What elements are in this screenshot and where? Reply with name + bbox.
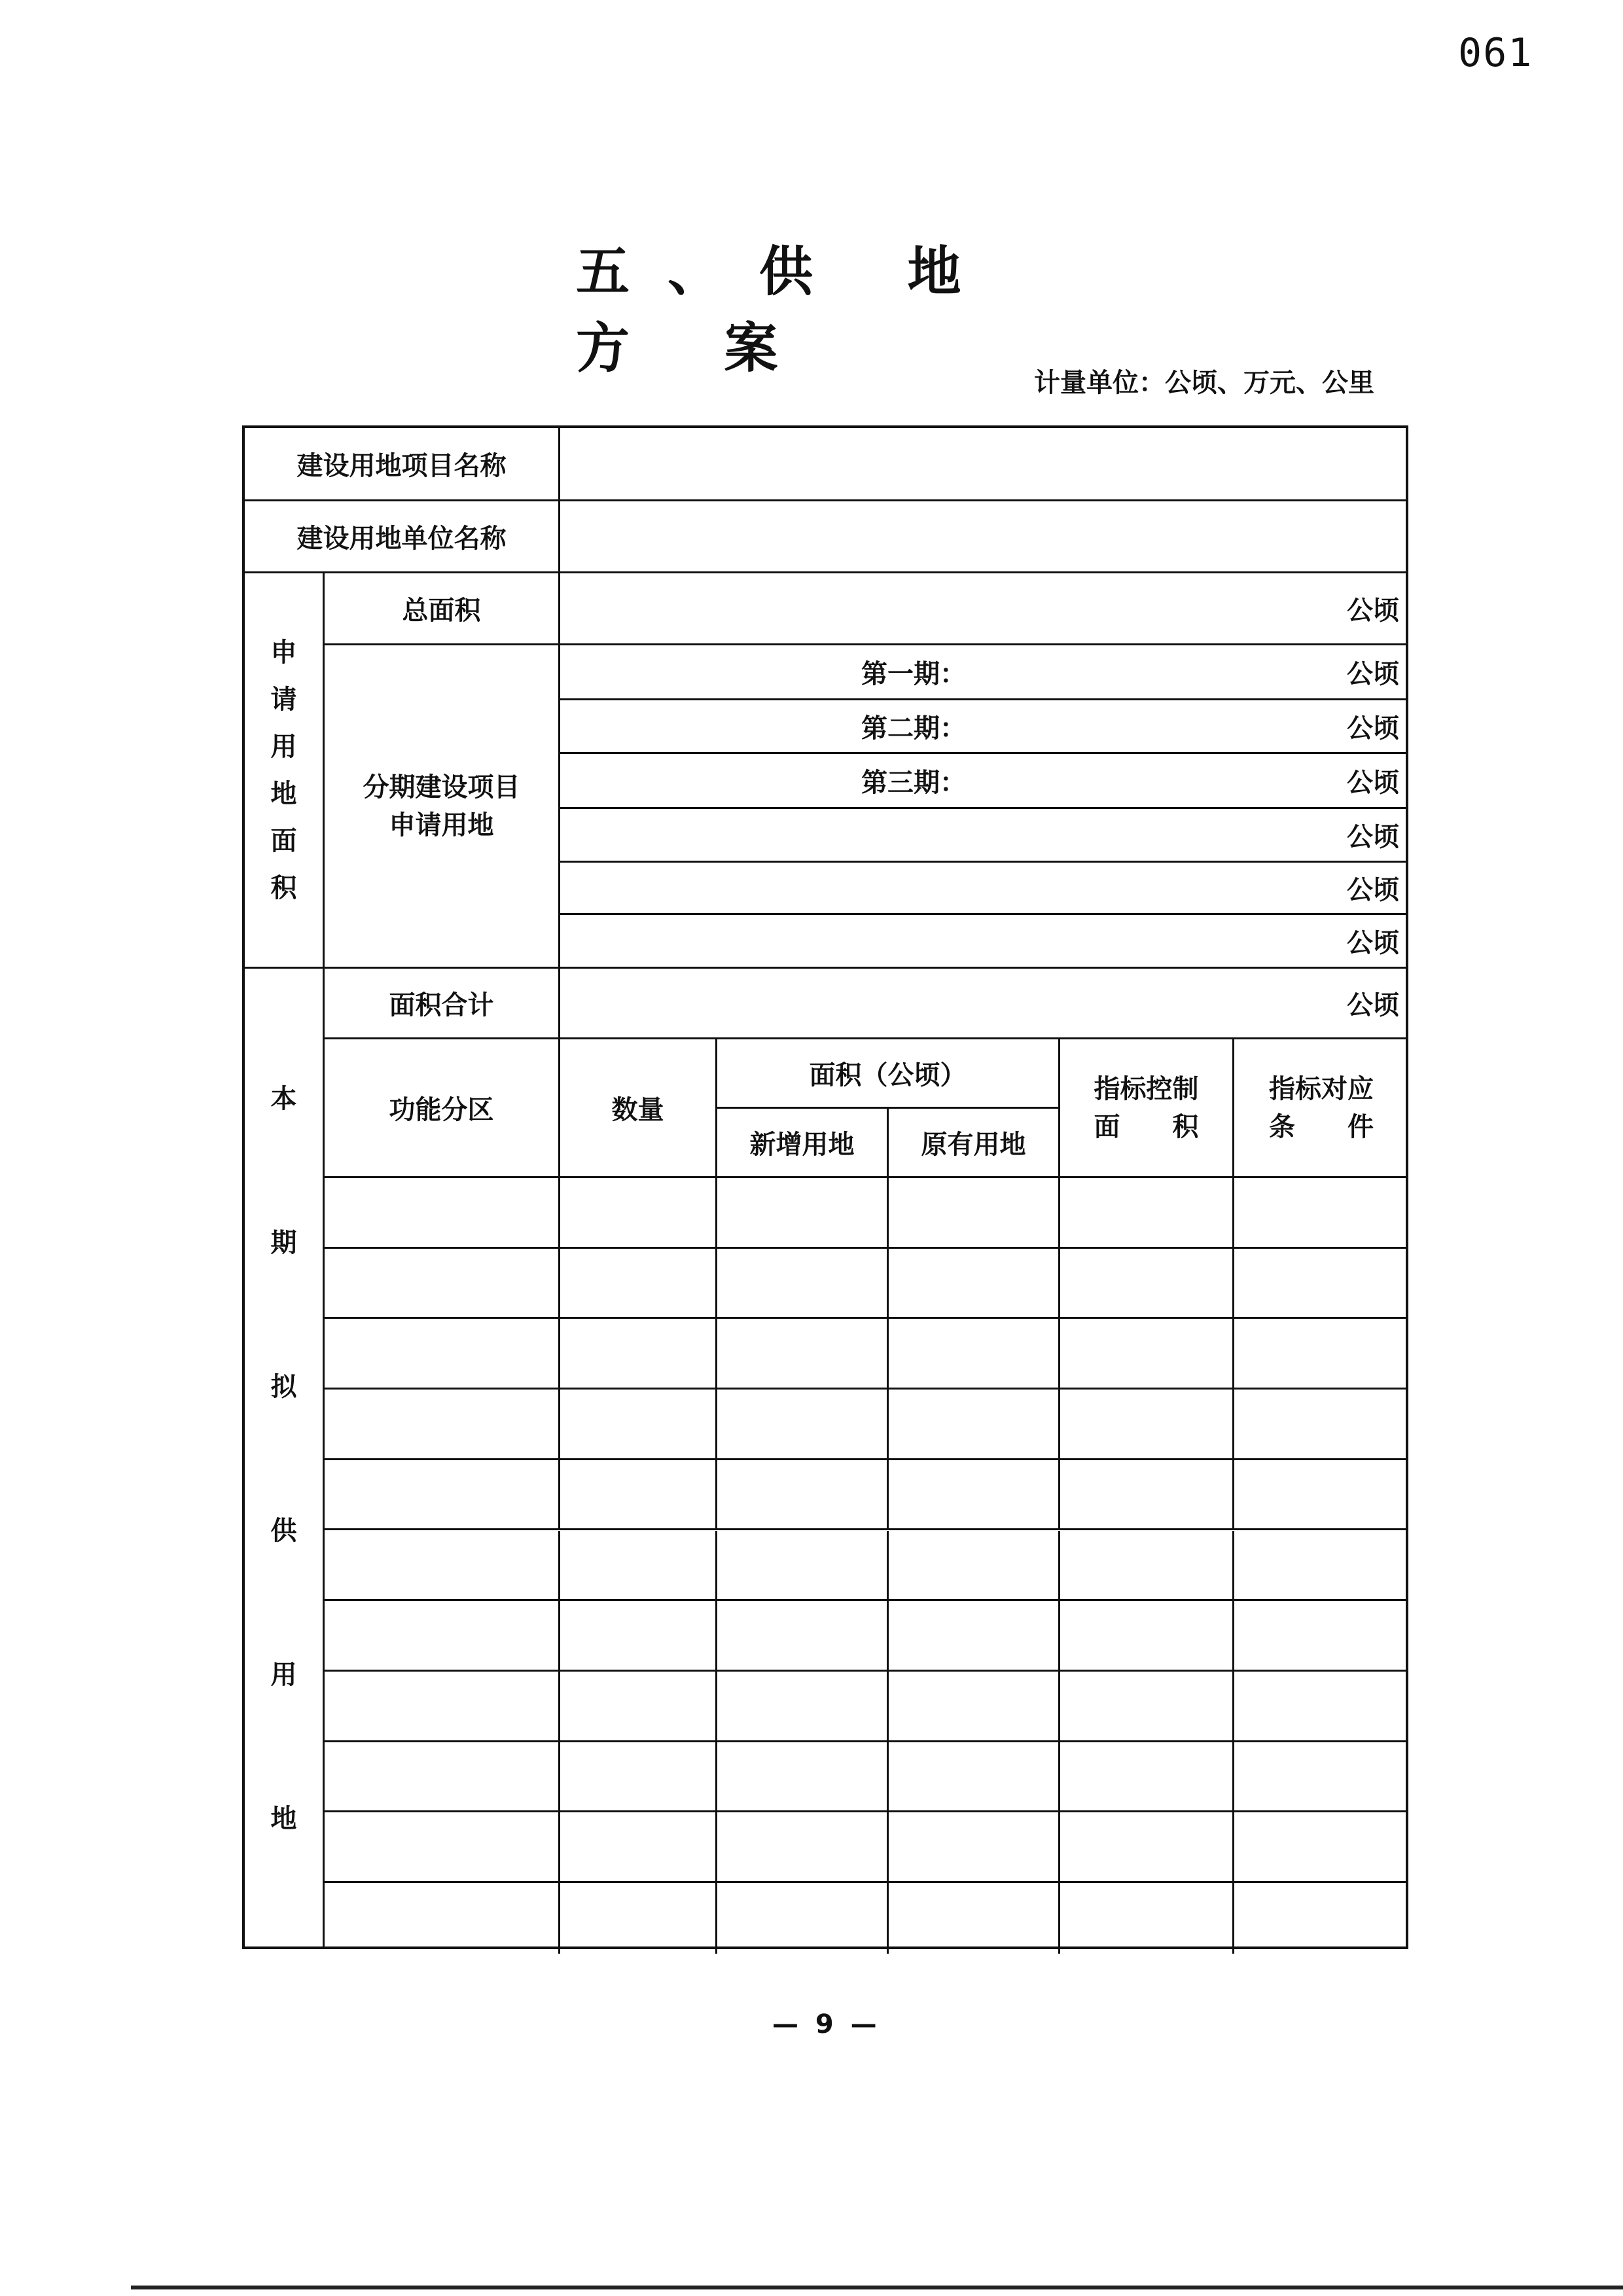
grid-cell[interactable] (889, 1531, 1060, 1602)
header-control-line2: 面 积 (1094, 1111, 1199, 1142)
grid-cell[interactable] (717, 1883, 889, 1954)
grid-cell[interactable] (1234, 1249, 1408, 1319)
grid-cell[interactable] (560, 1390, 717, 1460)
grid-cell[interactable] (717, 1319, 889, 1390)
footer-page-number: — 9 — (772, 2009, 881, 2039)
side-char: 本 (270, 1084, 297, 1114)
grid-cell[interactable] (1234, 1883, 1408, 1954)
apply-area-side-label (245, 573, 325, 969)
grid-cell[interactable] (717, 1178, 889, 1249)
unit-name-label: 建设用地单位名称 (245, 501, 560, 573)
grid-cell[interactable] (889, 1319, 1060, 1390)
phased-label-line2: 申请用地 (389, 810, 494, 840)
total-area-field[interactable] (560, 573, 1408, 645)
grid-cell[interactable] (889, 1249, 1060, 1319)
supply-side-label (245, 969, 325, 1949)
side-char: 地 (270, 778, 297, 809)
grid-cell[interactable] (560, 1460, 717, 1531)
unit-name-field[interactable] (560, 501, 1408, 573)
grid-cell[interactable] (889, 1883, 1060, 1954)
grid-cell[interactable] (1060, 1812, 1234, 1883)
grid-cell[interactable] (1234, 1319, 1408, 1390)
unit-hectare: 公顷 (1347, 928, 1399, 958)
side-char: 地 (270, 1804, 297, 1834)
grid-cell[interactable] (1234, 1531, 1408, 1602)
grid-cell[interactable] (325, 1672, 560, 1742)
page-title: 五、供 地 方 案 (576, 240, 999, 380)
grid-cell[interactable] (1060, 1319, 1234, 1390)
grid-cell[interactable] (1060, 1249, 1234, 1319)
grid-cell[interactable] (325, 1319, 560, 1390)
phased-label (325, 645, 560, 969)
grid-cell[interactable] (1060, 1460, 1234, 1531)
grid-cell[interactable] (560, 1531, 717, 1602)
grid-cell[interactable] (717, 1460, 889, 1531)
side-char: 用 (270, 731, 297, 762)
area-total-field[interactable] (560, 969, 1408, 1039)
grid-cell[interactable] (717, 1249, 889, 1319)
side-char: 供 (270, 1516, 297, 1546)
grid-cell[interactable] (1234, 1812, 1408, 1883)
header-condition-line1: 指标对应 (1269, 1073, 1374, 1104)
grid-cell[interactable] (717, 1531, 889, 1602)
phase1-row[interactable] (560, 645, 1408, 700)
grid-cell[interactable] (325, 1531, 560, 1602)
unit-hectare: 公顷 (1347, 713, 1399, 744)
header-existing-land: 原有用地 (889, 1109, 1060, 1178)
project-name-field[interactable] (560, 428, 1408, 501)
side-char: 用 (270, 1660, 297, 1690)
side-char: 拟 (270, 1372, 297, 1402)
side-char: 期 (270, 1228, 297, 1258)
grid-cell[interactable] (717, 1390, 889, 1460)
grid-cell[interactable] (889, 1390, 1060, 1460)
phase4-row[interactable] (560, 809, 1408, 863)
grid-cell[interactable] (1234, 1742, 1408, 1813)
unit-hectare: 公顷 (1347, 596, 1399, 626)
unit-hectare: 公顷 (1347, 659, 1399, 689)
grid-cell[interactable] (325, 1601, 560, 1672)
grid-cell[interactable] (717, 1672, 889, 1742)
grid-cell[interactable] (325, 1249, 560, 1319)
header-control-area (1060, 1039, 1234, 1178)
grid-cell[interactable] (325, 1390, 560, 1460)
phase2-row[interactable] (560, 700, 1408, 754)
page-ref-number: 061 (1458, 30, 1533, 76)
side-char: 申 (270, 637, 297, 668)
grid-cell[interactable] (889, 1672, 1060, 1742)
grid-cell[interactable] (1060, 1742, 1234, 1813)
unit-label: 计量单位：公顷、万元、公里 (1034, 368, 1374, 398)
supply-plan-form (242, 425, 1408, 1949)
grid-cell[interactable] (1234, 1390, 1408, 1460)
grid-cell[interactable] (560, 1672, 717, 1742)
header-quantity: 数量 (560, 1039, 717, 1178)
grid-cell[interactable] (560, 1319, 717, 1390)
side-char: 面 (270, 825, 297, 856)
header-condition (1234, 1039, 1408, 1178)
scan-edge-line (131, 2286, 1623, 2289)
grid-cell[interactable] (325, 1742, 560, 1813)
grid-cell[interactable] (889, 1178, 1060, 1249)
grid-cell[interactable] (889, 1812, 1060, 1883)
grid-cell[interactable] (560, 1812, 717, 1883)
grid-cell[interactable] (325, 1178, 560, 1249)
grid-cell[interactable] (889, 1742, 1060, 1813)
grid-cell[interactable] (325, 1460, 560, 1531)
grid-cell[interactable] (560, 1601, 717, 1672)
side-char: 请 (270, 684, 297, 715)
header-area: 面积（公顷） (717, 1039, 1060, 1109)
unit-hectare: 公顷 (1347, 990, 1399, 1020)
unit-hectare: 公顷 (1347, 768, 1399, 798)
project-name-label: 建设用地项目名称 (245, 428, 560, 501)
grid-cell[interactable] (325, 1883, 560, 1954)
grid-cell[interactable] (1060, 1390, 1234, 1460)
grid-cell[interactable] (717, 1742, 889, 1813)
header-zone: 功能分区 (325, 1039, 560, 1178)
grid-cell[interactable] (1060, 1178, 1234, 1249)
grid-cell[interactable] (560, 1178, 717, 1249)
unit-hectare: 公顷 (1347, 822, 1399, 852)
grid-cell[interactable] (1234, 1460, 1408, 1531)
grid-cell[interactable] (560, 1883, 717, 1954)
grid-cell[interactable] (1060, 1672, 1234, 1742)
phase1-label: 第一期： (861, 659, 966, 689)
grid-cell[interactable] (717, 1812, 889, 1883)
phase5-row[interactable] (560, 863, 1408, 915)
grid-cell[interactable] (560, 1742, 717, 1813)
grid-cell[interactable] (1234, 1178, 1408, 1249)
grid-cell[interactable] (1234, 1672, 1408, 1742)
phase6-row[interactable] (560, 915, 1408, 969)
phase3-label: 第三期： (861, 768, 966, 798)
grid-cell[interactable] (889, 1601, 1060, 1672)
grid-cell[interactable] (325, 1812, 560, 1883)
header-condition-line2: 条 件 (1269, 1111, 1374, 1142)
phased-label-line1: 分期建设项目 (363, 772, 520, 802)
grid-cell[interactable] (1060, 1531, 1234, 1602)
grid-cell[interactable] (1060, 1883, 1234, 1954)
grid-cell[interactable] (560, 1249, 717, 1319)
side-char: 积 (270, 872, 297, 903)
grid-cell[interactable] (1234, 1601, 1408, 1672)
total-area-label: 总面积 (325, 573, 560, 645)
area-total-label: 面积合计 (325, 969, 560, 1039)
grid-cell[interactable] (1060, 1601, 1234, 1672)
grid-cell[interactable] (889, 1460, 1060, 1531)
phase2-label: 第二期： (861, 713, 966, 744)
unit-hectare: 公顷 (1347, 875, 1399, 905)
header-new-land: 新增用地 (717, 1109, 889, 1178)
phase3-row[interactable] (560, 754, 1408, 809)
header-control-line1: 指标控制 (1094, 1073, 1199, 1104)
grid-cell[interactable] (717, 1601, 889, 1672)
